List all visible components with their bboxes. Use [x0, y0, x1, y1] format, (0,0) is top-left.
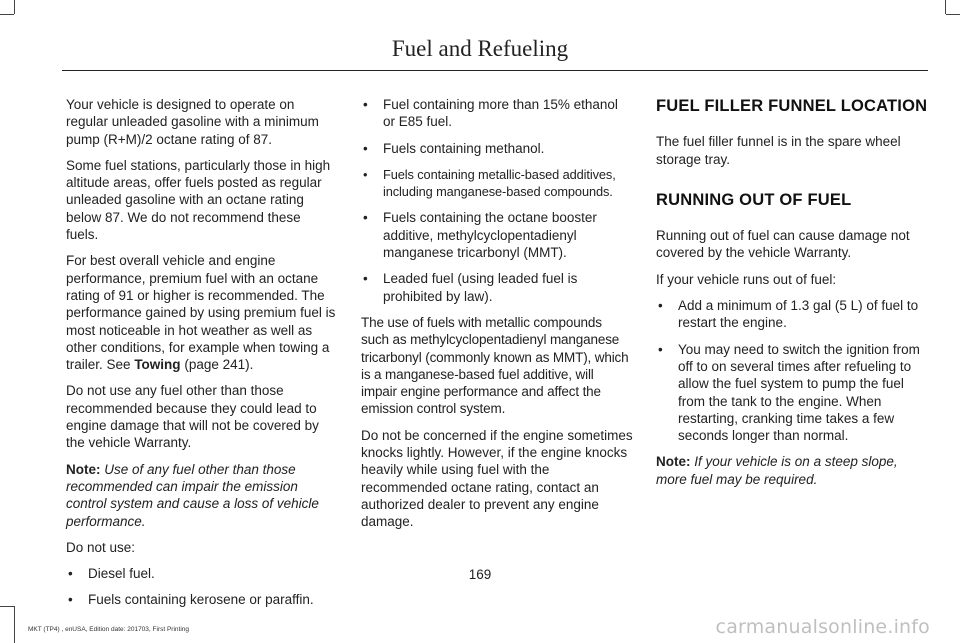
crop-mark [14, 606, 15, 643]
paragraph [66, 252, 336, 373]
footer-edition-text: MKT (TP4) , enUSA, Edition date: 201703, First Printing [28, 626, 190, 633]
crop-mark [14, 0, 15, 14]
list-item-text: You may need to switch the ignition from off to on several times after refueling to allow the fuel system to pump the fuel from the tank to the engine. When restarting, cranking time takes a few seconds longer than normal. [678, 341, 920, 444]
list-item [656, 341, 928, 445]
note [66, 461, 336, 530]
bullet-icon: • [658, 298, 663, 314]
note-label: Note: [656, 454, 691, 470]
bullet-list [361, 96, 633, 305]
list-item-text: Diesel fuel. [88, 566, 155, 582]
bullet-icon: • [68, 592, 73, 608]
page-title: Fuel and Refueling [391, 36, 569, 61]
paragraph: The use of fuels with metallic compounds such as methylcyclopentadienyl manganese tricarbonyl (commonly known as MMT), which is a manganese-based fuel additive, will impair engine performance and affect the emission control system. [361, 314, 629, 417]
crop-mark [945, 0, 946, 14]
header-rule [62, 70, 928, 71]
list-item-text: Fuels containing kerosene or paraffin. [88, 592, 314, 608]
note-text: Use of any fuel other than those recommended can impair the emission control system and cause a loss of vehicle performance. [66, 461, 319, 529]
column-3 [656, 96, 928, 497]
watermark: carmanualsonline.info [715, 616, 930, 638]
list-item-text: Fuel containing more than 15% ethanol or E85 fuel. [383, 97, 618, 130]
list-item [361, 209, 633, 261]
paragraph: Your vehicle is designed to operate on regular unleaded gasoline with a minimum pump (R+M)/2 octane rating of 87. [66, 97, 319, 147]
paragraph: Some fuel stations, particularly those in high altitude areas, offer fuels posted as regular unleaded gasoline with an octane rating below 87. We do not recommend these fuels. [66, 157, 331, 243]
list-item-text: Leaded fuel (using leaded fuel is prohibited by law). [383, 271, 578, 304]
list-item-text: Fuels containing methanol. [383, 140, 545, 156]
page-reference: (page 241). [184, 357, 254, 373]
list-item [361, 166, 633, 201]
paragraph: Do not use any fuel other than those recommended because they could lead to engine damage that will not be covered by the vehicle Warranty. [66, 383, 319, 451]
bullet-icon: • [363, 210, 368, 226]
paragraph: If your vehicle runs out of fuel: [656, 271, 837, 287]
note [656, 453, 928, 488]
list-item-text: Fuels containing metallic-based additives, including manganese-based compounds. [383, 166, 616, 200]
paragraph: Running out of fuel can cause damage not covered by the vehicle Warranty. [656, 228, 910, 261]
paragraph: The fuel filler funnel is in the spare wheel storage tray. [656, 134, 901, 167]
bullet-list [656, 297, 928, 444]
paragraph-text: For best overall vehicle and engine performance, premium fuel with an octane rating of 91 or higher is recommended. The performance gained by using premium fuel is most noticeable in hot weather as well as other conditions, for example when towing a trailer. See [66, 253, 336, 373]
bullet-icon: • [363, 97, 368, 112]
section-heading: RUNNING OUT OF FUEL [656, 190, 852, 209]
list-item [66, 591, 336, 608]
list-item-text: Add a minimum of 1.3 gal (5 L) of fuel to restart the engine. [678, 298, 919, 331]
bullet-icon: • [363, 166, 368, 182]
page-number: 169 [468, 567, 492, 582]
note-text: If your vehicle is on a steep slope, more fuel may be required. [656, 454, 898, 487]
note-label: Note: [66, 461, 101, 477]
crop-mark [0, 14, 14, 15]
section-heading: FUEL FILLER FUNNEL LOCATION [656, 97, 928, 115]
bullet-icon: • [68, 566, 73, 582]
list-item-text: Fuels containing the octane booster additive, methylcyclopentadienyl manganese tricarbonyl (MMT). [383, 210, 597, 261]
bullet-icon: • [363, 140, 368, 156]
column-1 [66, 96, 336, 618]
crop-mark [0, 606, 14, 607]
list-item [656, 297, 928, 332]
towing-link[interactable]: Towing [134, 357, 181, 373]
paragraph: Do not use: [66, 539, 136, 555]
bullet-icon: • [363, 271, 368, 287]
list-item [361, 96, 633, 131]
crop-mark [946, 14, 960, 15]
column-2 [361, 96, 633, 540]
list-item [361, 270, 633, 305]
bullet-icon: • [658, 341, 663, 357]
list-item [361, 140, 633, 157]
paragraph: Do not be concerned if the engine sometimes knocks lightly. However, if the engine knocks heavily while using fuel with the recommended octane rating, contact an authorized dealer to prevent any engine damage. [361, 427, 633, 530]
